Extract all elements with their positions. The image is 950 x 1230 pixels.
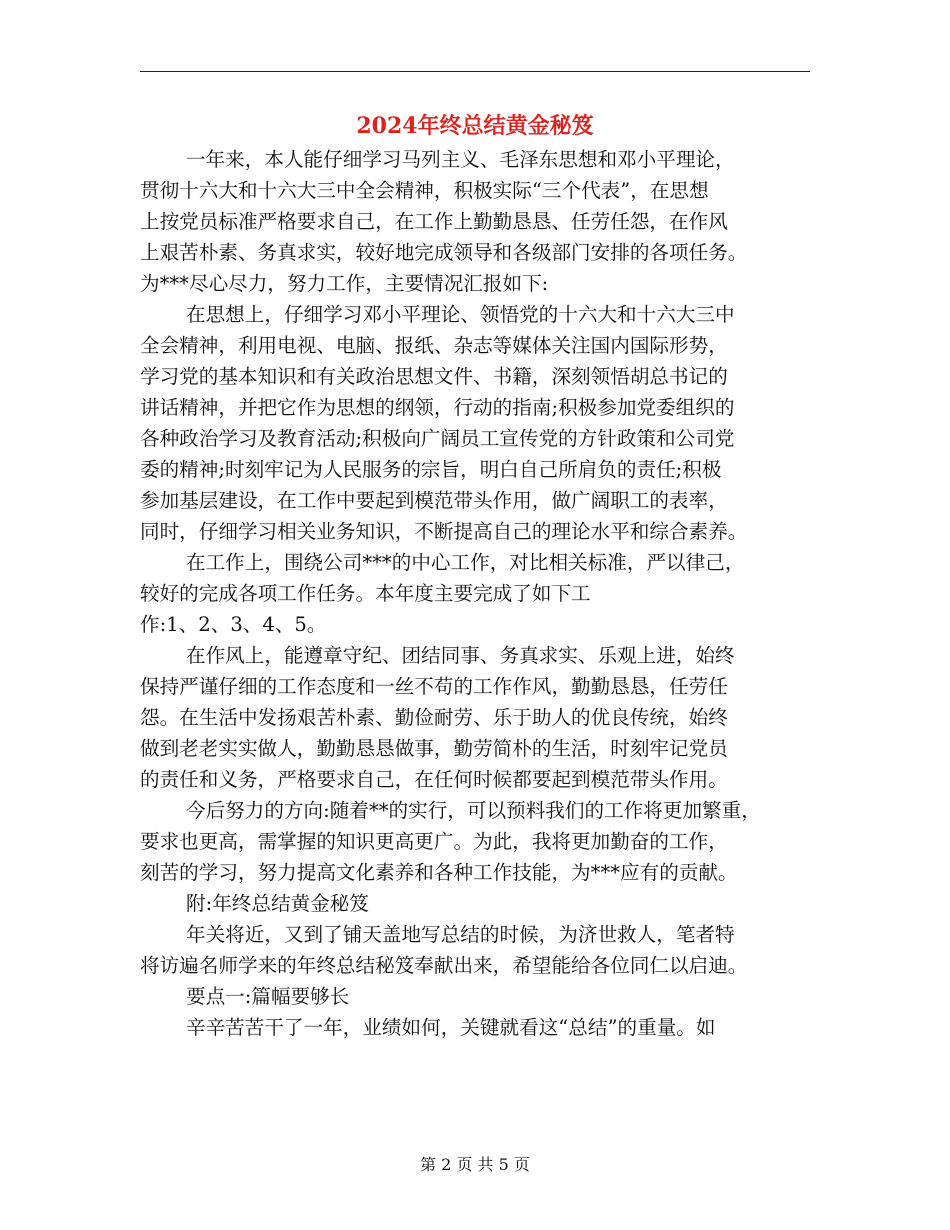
- body-line: 委的精神;时刻牢记为人民服务的宗旨，明白自己所肩负的责任;积极: [140, 458, 722, 481]
- body-line: 要求也更高，需掌握的知识更高更广。为此，我将更加勤奋的工作，: [140, 830, 728, 853]
- body-line: 较好的完成各项工作任务。本年度主要完成了如下工: [140, 582, 591, 605]
- document-body: [140, 144, 810, 1043]
- body-line: 学习党的基本知识和有关政治思想文件、书籍，深刻领悟胡总书记的: [140, 365, 728, 388]
- page-number: 第 2 页 共 5 页: [420, 1155, 530, 1174]
- body-line: 同时，仔细学习相关业务知识，不断提高自己的理论水平和综合素养。: [140, 520, 748, 543]
- body-line: 今后努力的方向:随着**的实行，可以预料我们的工作将更加繁重，: [186, 799, 761, 822]
- body-line: 在工作上，围绕公司***的中心工作，对比相关标准，严以律己，: [186, 551, 745, 574]
- body-line: 在思想上，仔细学习邓小平理论、领悟党的十六大和十六大三中: [186, 303, 735, 326]
- body-line: 贯彻十六大和十六大三中全会精神，积极实际“三个代表”，在思想: [140, 179, 709, 202]
- body-line: 一年来，本人能仔细学习马列主义、毛泽东思想和邓小平理论，: [186, 148, 735, 171]
- body-line: 怨。在生活中发扬艰苦朴素、勤俭耐劳、乐于助人的优良传统，始终: [140, 706, 728, 729]
- body-line: 刻苦的学习，努力提高文化素养和各种工作技能，为***应有的贡献。: [140, 861, 738, 884]
- body-line: 将访遍名师学来的年终总结秘笈奉献出来，希望能给各位同仁以启迪。: [140, 954, 748, 977]
- body-line: 为***尽心尽力，努力工作，主要情况汇报如下:: [140, 272, 549, 295]
- body-line: 各种政治学习及教育活动;积极向广阔员工宣传党的方针政策和公司党: [140, 427, 735, 450]
- body-line: 参加基层建设，在工作中要起到模范带头作用，做广阔职工的表率，: [140, 489, 728, 512]
- body-line: 上艰苦朴素、务真求实，较好地完成领导和各级部门安排的各项任务。: [140, 241, 748, 264]
- body-line: 上按党员标准严格要求自己，在工作上勤勤恳恳、任劳任怨，在作风: [140, 210, 728, 233]
- body-line: 保持严谨仔细的工作态度和一丝不苟的工作作风，勤勤恳恳，任劳任: [140, 675, 728, 698]
- body-line: 讲话精神，并把它作为思想的纲领，行动的指南;积极参加党委组织的: [140, 396, 735, 419]
- body-line: 在作风上，能遵章守纪、团结同事、务真求实、乐观上进，始终: [186, 644, 735, 667]
- section-heading: 要点一:篇幅要够长: [186, 985, 350, 1008]
- header-rule: [140, 71, 810, 72]
- body-line: 的责任和义务，严格要求自己，在任何时候都要起到模范带头作用。: [140, 768, 728, 791]
- body-line: 做到老老实实做人，勤勤恳恳做事，勤劳简朴的生活，时刻牢记党员: [140, 737, 728, 760]
- body-line: 全会精神，利用电视、电脑、报纸、杂志等媒体关注国内国际形势，: [140, 334, 728, 357]
- body-line: 年关将近，又到了铺天盖地写总结的时候，为济世救人，笔者特: [186, 923, 735, 946]
- body-line: 辛辛苦苦干了一年，业绩如何，关键就看这“总结”的重量。如: [186, 1016, 716, 1039]
- body-line: 作:1、2、3、4、5。: [140, 613, 327, 636]
- document-title: 2024年终总结黄金秘笈: [356, 113, 594, 139]
- appendix-heading: 附:年终总结黄金秘笈: [186, 892, 369, 915]
